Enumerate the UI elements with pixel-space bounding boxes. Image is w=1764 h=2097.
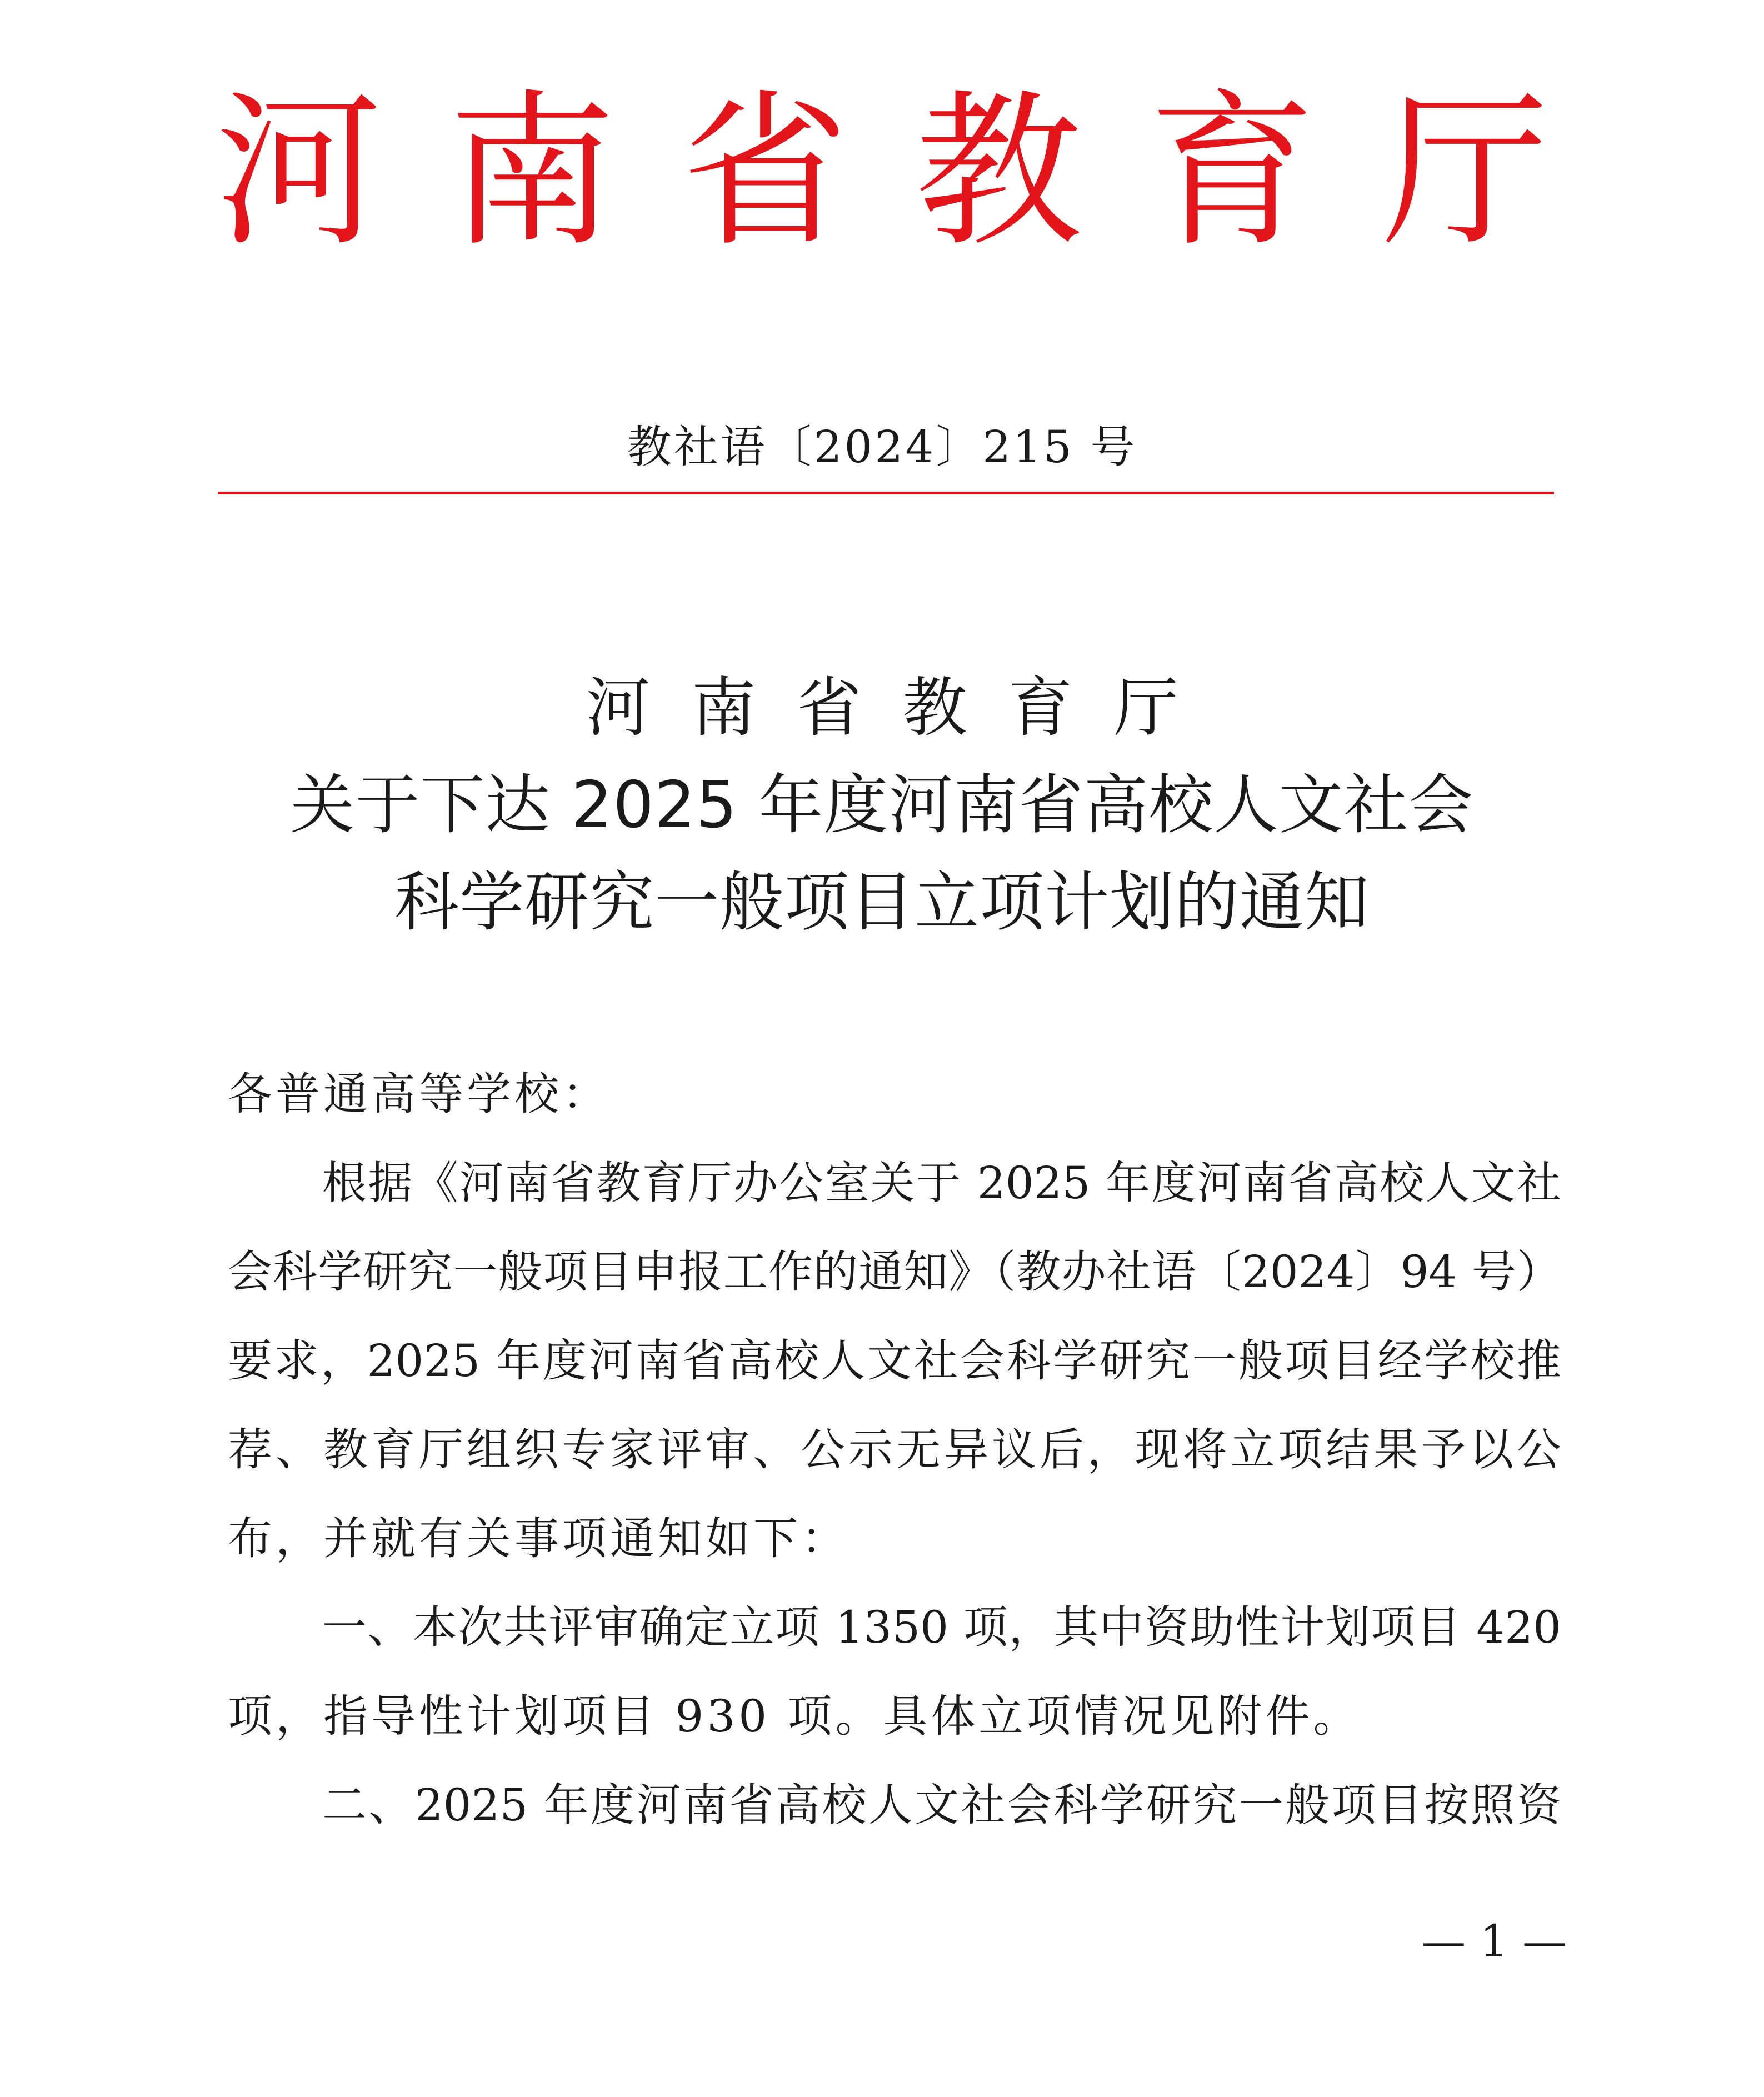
red-divider-line xyxy=(218,492,1554,494)
body-line: 要求，2025 年度河南省高校人文社会科学研究一般项目经学校推 xyxy=(228,1335,1561,1387)
salutation: 各普通高等学校： xyxy=(228,1068,610,1120)
document-number: 教社语〔2024〕215 号 xyxy=(627,421,1137,473)
body-line: 一、本次共评审确定立项 1350 项，其中资助性计划项目 420 xyxy=(322,1601,1561,1653)
body-line: 荐、教育厅组织专家评审、公示无异议后，现将立项结果予以公 xyxy=(228,1424,1561,1475)
body-line: 项，指导性计划项目 930 项。具体立项情况见附件。 xyxy=(228,1690,1361,1742)
body-line: 布，并就有关事项通知如下： xyxy=(228,1513,849,1564)
notice-title-line-1: 河南省教育厅 xyxy=(586,670,1220,745)
letterhead-title: 河南省教育厅 xyxy=(215,75,1616,269)
page-number: — 1 — xyxy=(1421,1915,1567,1967)
body-line: 二、2025 年度河南省高校人文社会科学研究一般项目按照资 xyxy=(322,1779,1561,1831)
notice-title-line-3: 科学研究一般项目立项计划的通知 xyxy=(394,865,1370,940)
notice-title-line-2: 关于下达 2025 年度河南省高校人文社会 xyxy=(290,768,1474,843)
body-line: 根据《河南省教育厅办公室关于 2025 年度河南省高校人文社 xyxy=(322,1157,1561,1209)
body-line: 会科学研究一般项目申报工作的通知》（教办社语〔2024〕94 号） xyxy=(228,1246,1561,1298)
